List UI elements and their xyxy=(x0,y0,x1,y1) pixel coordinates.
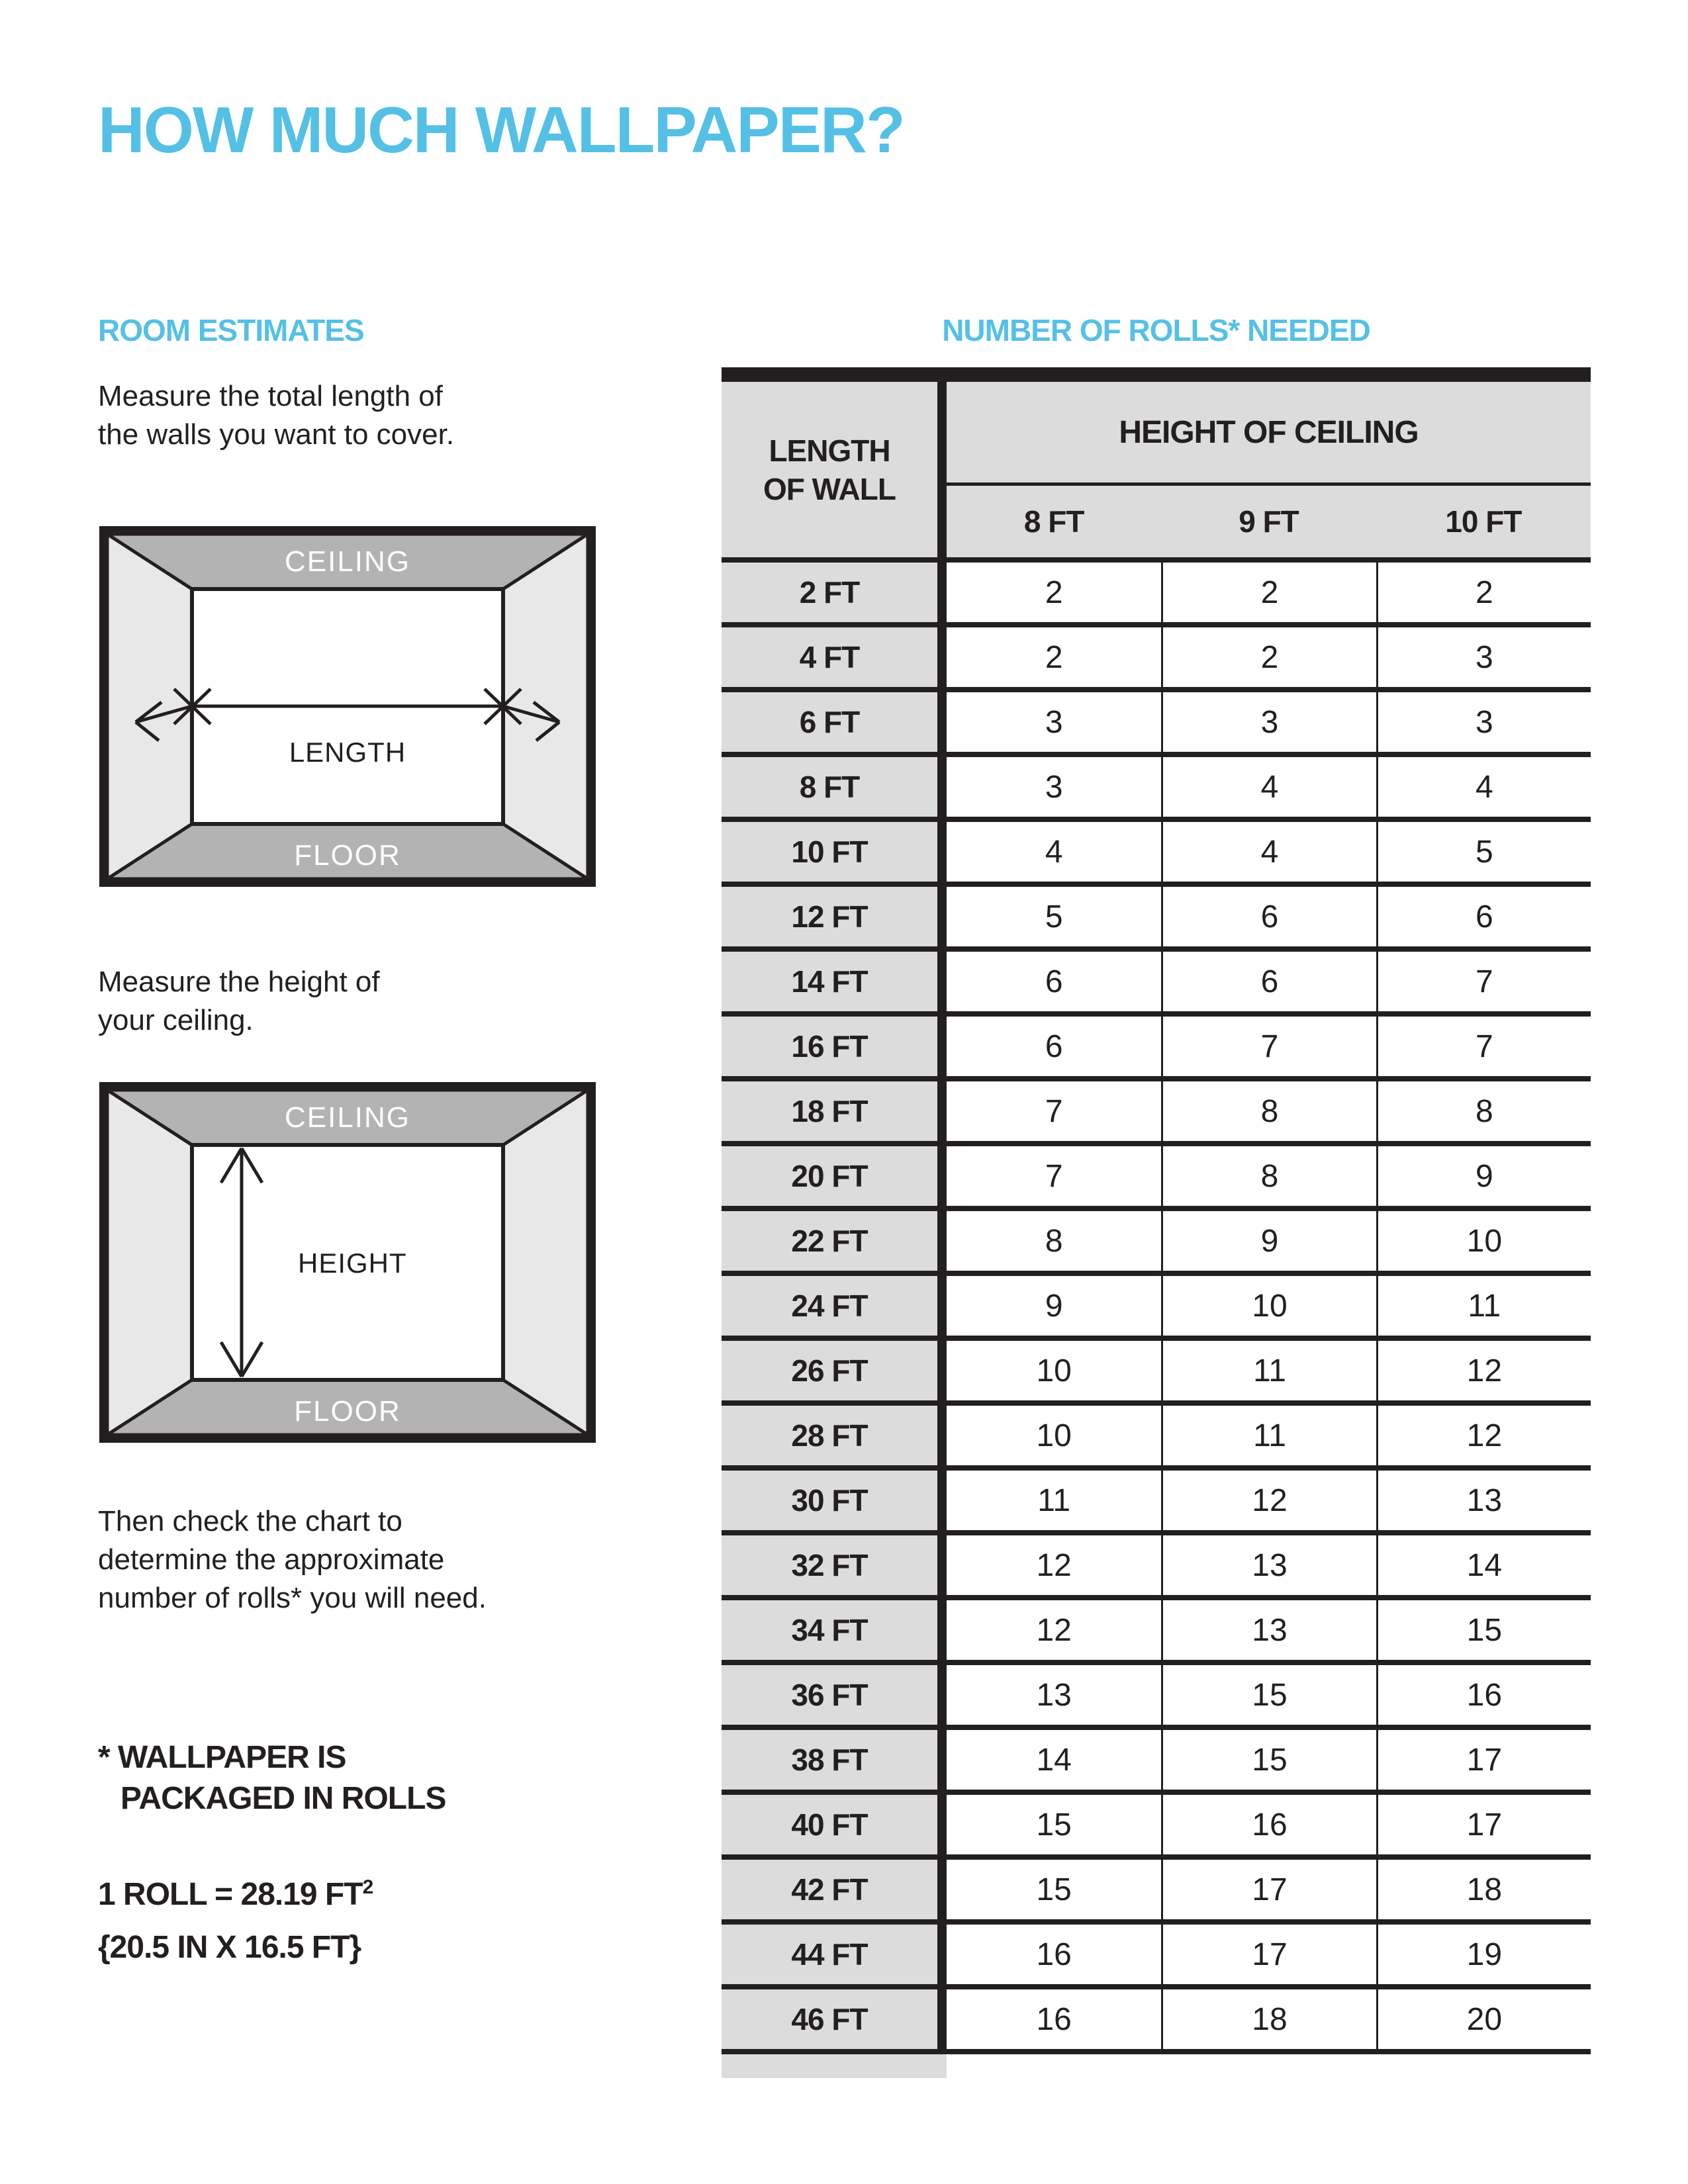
floor-label: FLOOR xyxy=(294,839,401,872)
table-row xyxy=(722,1341,1591,1406)
rolls-count-cell: 8 xyxy=(1161,1081,1376,1141)
wall-length-cell: 10 FT xyxy=(722,822,947,882)
rolls-count-cell: 4 xyxy=(1161,757,1376,817)
instruction-measure-length xyxy=(98,377,454,454)
wall-length-cell: 2 FT xyxy=(722,563,947,622)
rolls-count-cell: 17 xyxy=(1161,1860,1376,1919)
rolls-count-cell: 16 xyxy=(1161,1795,1376,1854)
rolls-count-cell: 6 xyxy=(1161,887,1376,946)
height-label: HEIGHT xyxy=(298,1248,407,1279)
rolls-count-cell: 3 xyxy=(1376,692,1591,752)
rolls-count-cell: 20 xyxy=(1376,1989,1591,2049)
rolls-count-cell: 10 xyxy=(1376,1211,1591,1271)
table-row xyxy=(722,1795,1591,1860)
table-row xyxy=(722,1989,1591,2054)
rolls-count-cell: 11 xyxy=(1161,1406,1376,1465)
table-row xyxy=(722,822,1591,887)
left-wall xyxy=(107,1090,192,1435)
rolls-count-cell: 18 xyxy=(1161,1989,1376,2049)
wall-length-cell: 26 FT xyxy=(722,1341,947,1400)
rolls-count-cell: 11 xyxy=(947,1471,1161,1530)
rolls-count-cell: 3 xyxy=(1376,627,1591,687)
rolls-count-cell: 11 xyxy=(1376,1276,1591,1336)
table-row xyxy=(722,563,1591,627)
rolls-count-cell: 2 xyxy=(1161,563,1376,622)
table-row xyxy=(722,1925,1591,1989)
table-row xyxy=(722,1471,1591,1535)
rolls-count-cell: 15 xyxy=(1161,1665,1376,1725)
instruction-check-chart xyxy=(98,1502,487,1617)
rolls-count-cell: 10 xyxy=(947,1406,1161,1465)
wall-length-cell: 6 FT xyxy=(722,692,947,752)
instruction-line: Measure the height of xyxy=(98,966,380,998)
rolls-count-cell: 7 xyxy=(1376,1017,1591,1076)
rolls-count-cell: 10 xyxy=(1161,1276,1376,1336)
rolls-count-cell: 12 xyxy=(1161,1471,1376,1530)
rolls-count-cell: 2 xyxy=(947,563,1161,622)
rolls-count-cell: 2 xyxy=(1161,627,1376,687)
rolls-count-cell: 6 xyxy=(947,952,1161,1011)
table-body xyxy=(722,563,1591,2054)
height-of-ceiling-header xyxy=(947,382,1591,557)
rolls-count-cell: 6 xyxy=(1376,887,1591,946)
rolls-count-cell: 8 xyxy=(1376,1081,1591,1141)
rolls-count-cell: 3 xyxy=(947,757,1161,817)
table-row xyxy=(722,757,1591,822)
rolls-count-cell: 9 xyxy=(1376,1146,1591,1206)
roll-size-info xyxy=(98,1861,373,1974)
wall-length-cell: 16 FT xyxy=(722,1017,947,1076)
instruction-line: Measure the total length of xyxy=(98,380,443,412)
right-wall xyxy=(503,1090,588,1435)
rolls-count-cell: 18 xyxy=(1376,1860,1591,1919)
wall-length-cell: 44 FT xyxy=(722,1925,947,1984)
length-of-wall-header xyxy=(722,382,947,557)
wall-length-cell: 36 FT xyxy=(722,1665,947,1725)
footnote-line: PACKAGED IN ROLLS xyxy=(120,1781,446,1816)
rolls-count-cell: 15 xyxy=(947,1860,1161,1919)
table-row xyxy=(722,1081,1591,1146)
wall-length-cell: 12 FT xyxy=(722,887,947,946)
rolls-count-cell: 7 xyxy=(947,1081,1161,1141)
rolls-count-cell: 16 xyxy=(1376,1665,1591,1725)
wall-length-cell: 40 FT xyxy=(722,1795,947,1854)
rolls-count-cell: 4 xyxy=(1161,822,1376,882)
table-row xyxy=(722,1146,1591,1211)
height-of-ceiling-label: HEIGHT OF CEILING xyxy=(947,382,1591,486)
rolls-count-cell: 9 xyxy=(947,1276,1161,1336)
instruction-line: your ceiling. xyxy=(98,1004,254,1036)
rolls-count-cell: 17 xyxy=(1376,1730,1591,1790)
table-row xyxy=(722,952,1591,1017)
table-row xyxy=(722,1211,1591,1276)
instruction-measure-height xyxy=(98,963,380,1040)
rolls-count-cell: 17 xyxy=(1376,1795,1591,1854)
rolls-count-cell: 15 xyxy=(1376,1600,1591,1660)
rolls-needed-heading: NUMBER OF ROLLS* NEEDED xyxy=(942,313,1370,347)
rolls-count-cell: 16 xyxy=(947,1989,1161,2049)
rolls-footnote xyxy=(98,1737,445,1819)
instruction-line: Then check the chart to xyxy=(98,1505,402,1537)
rolls-count-cell: 3 xyxy=(1161,692,1376,752)
rolls-count-cell: 19 xyxy=(1376,1925,1591,1984)
ceiling-height-subheader xyxy=(947,486,1591,557)
table-left-column-stub xyxy=(722,2054,947,2078)
rolls-count-cell: 10 xyxy=(947,1341,1161,1400)
room-estimates-heading: ROOM ESTIMATES xyxy=(98,313,364,347)
rolls-count-cell: 14 xyxy=(1376,1535,1591,1595)
ceiling-height-10ft: 10 FT xyxy=(1445,504,1522,539)
table-row xyxy=(722,692,1591,757)
wall-length-cell: 24 FT xyxy=(722,1276,947,1336)
rolls-count-cell: 13 xyxy=(947,1665,1161,1725)
rolls-count-cell: 14 xyxy=(947,1730,1161,1790)
ceiling-label: CEILING xyxy=(284,1101,411,1134)
ceiling-label: CEILING xyxy=(284,545,411,578)
rolls-table xyxy=(722,367,1591,2078)
ceiling-height-9ft: 9 FT xyxy=(1239,504,1299,539)
instruction-line: number of rolls* you will need. xyxy=(98,1582,487,1614)
squared-superscript: 2 xyxy=(362,1876,373,1898)
instruction-line: the walls you want to cover. xyxy=(98,418,455,451)
rolls-count-cell: 16 xyxy=(947,1925,1161,1984)
wall-length-cell: 38 FT xyxy=(722,1730,947,1790)
rolls-count-cell: 15 xyxy=(947,1795,1161,1854)
page-title: HOW MUCH WALLPAPER? xyxy=(98,93,904,166)
left-wall xyxy=(107,534,192,879)
wall-length-cell: 20 FT xyxy=(722,1146,947,1206)
rolls-count-cell: 3 xyxy=(947,692,1161,752)
wall-length-cell: 22 FT xyxy=(722,1211,947,1271)
rolls-count-cell: 4 xyxy=(947,822,1161,882)
wall-length-cell: 34 FT xyxy=(722,1600,947,1660)
table-row xyxy=(722,1600,1591,1665)
rolls-count-cell: 11 xyxy=(1161,1341,1376,1400)
roll-equation: 1 ROLL = 28.19 $FT^2$ xyxy=(98,1876,373,1912)
rolls-count-cell: 5 xyxy=(1376,822,1591,882)
ceiling-height-8ft: 8 FT xyxy=(1023,504,1084,539)
header-line: LENGTH xyxy=(769,433,890,468)
length-label: LENGTH xyxy=(289,737,406,768)
rolls-count-cell: 8 xyxy=(1161,1146,1376,1206)
table-row xyxy=(722,1017,1591,1081)
wall-length-cell: 32 FT xyxy=(722,1535,947,1595)
table-row xyxy=(722,887,1591,952)
rolls-count-cell: 7 xyxy=(1376,952,1591,1011)
header-line: OF WALL xyxy=(763,471,896,506)
rolls-count-cell: 5 xyxy=(947,887,1161,946)
wall-length-cell: 42 FT xyxy=(722,1860,947,1919)
rolls-count-cell: 7 xyxy=(1161,1017,1376,1076)
rolls-count-cell: 12 xyxy=(1376,1341,1591,1400)
wall-length-cell: 30 FT xyxy=(722,1471,947,1530)
table-row xyxy=(722,1276,1591,1341)
footnote-line: * WALLPAPER IS xyxy=(98,1740,346,1775)
table-row xyxy=(722,1535,1591,1600)
rolls-count-cell: 13 xyxy=(1161,1535,1376,1595)
rolls-count-cell: 4 xyxy=(1376,757,1591,817)
table-header xyxy=(722,382,1591,563)
rolls-count-cell: 9 xyxy=(1161,1211,1376,1271)
roll-dimensions: {20.5 IN X 16.5 FT} xyxy=(98,1930,361,1965)
table-row xyxy=(722,1406,1591,1471)
table-row xyxy=(722,1730,1591,1795)
wall-length-cell: 28 FT xyxy=(722,1406,947,1465)
rolls-count-cell: 15 xyxy=(1161,1730,1376,1790)
rolls-count-cell: 12 xyxy=(947,1535,1161,1595)
wall-length-cell: 18 FT xyxy=(722,1081,947,1141)
table-row xyxy=(722,627,1591,692)
rolls-count-cell: 13 xyxy=(1161,1600,1376,1660)
wall-length-cell: 4 FT xyxy=(722,627,947,687)
room-height-diagram xyxy=(99,1082,596,1443)
wall-length-cell: 8 FT xyxy=(722,757,947,817)
rolls-count-cell: 8 xyxy=(947,1211,1161,1271)
right-wall xyxy=(503,534,588,879)
rolls-count-cell: 13 xyxy=(1376,1471,1591,1530)
rolls-count-cell: 6 xyxy=(1161,952,1376,1011)
rolls-count-cell: 2 xyxy=(947,627,1161,687)
table-top-bar xyxy=(722,367,1591,382)
floor-label: FLOOR xyxy=(294,1395,401,1428)
wall-length-cell: 14 FT xyxy=(722,952,947,1011)
instruction-line: determine the approximate xyxy=(98,1543,445,1576)
rolls-count-cell: 12 xyxy=(1376,1406,1591,1465)
rolls-count-cell: 17 xyxy=(1161,1925,1376,1984)
wall-length-cell: 46 FT xyxy=(722,1989,947,2049)
table-row xyxy=(722,1860,1591,1925)
rolls-count-cell: 7 xyxy=(947,1146,1161,1206)
rolls-count-cell: 2 xyxy=(1376,563,1591,622)
table-row xyxy=(722,1665,1591,1730)
rolls-count-cell: 12 xyxy=(947,1600,1161,1660)
room-length-diagram xyxy=(99,526,596,887)
rolls-count-cell: 6 xyxy=(947,1017,1161,1076)
